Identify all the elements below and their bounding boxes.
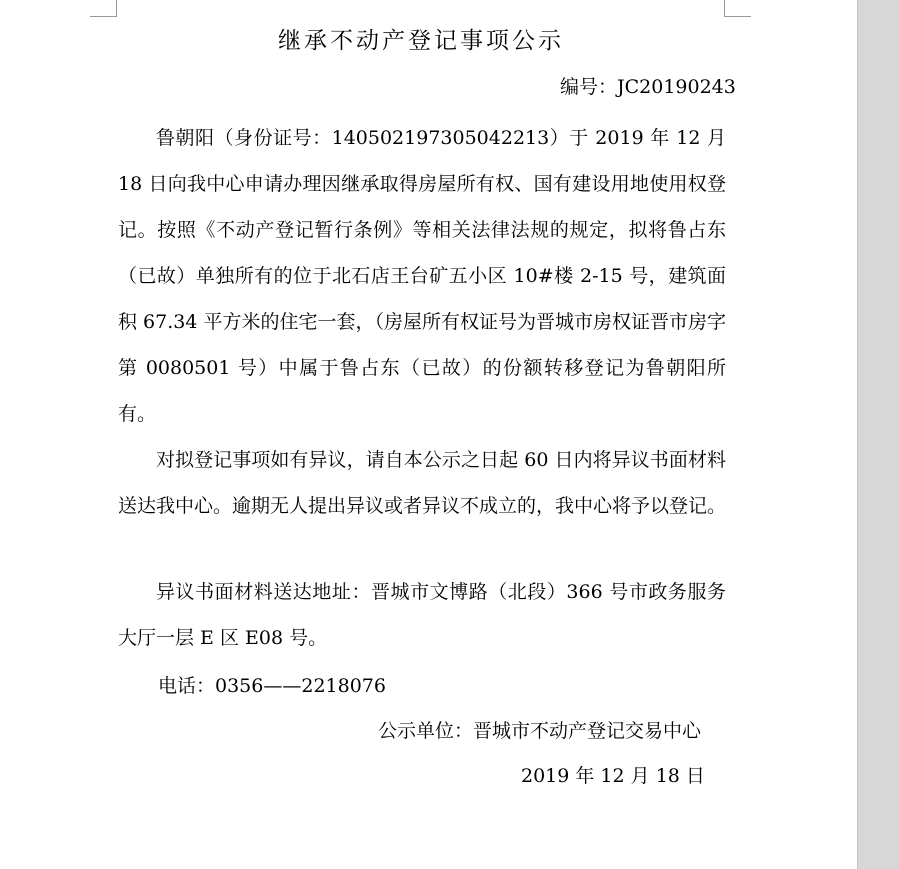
document-number: 编号：JC20190243 [560, 76, 736, 98]
crop-mark-left [90, 0, 117, 17]
date-line: 2019 年 12 月 18 日 [521, 765, 705, 787]
publisher-line: 公示单位：晋城市不动产登记交易中心 [378, 720, 702, 742]
paragraph-application: 鲁朝阳（身份证号：140502197305042213）于 2019 年 12 月 18 日向我中心申请办理因继承取得房屋所有权、国有建设用地使用权登记。按照《不动产登记暂行条例》等相关法律法规的规定，拟将鲁占东（已故）单独所有的位于北石店王台矿五小区 10#楼 2-15 号，建筑面积 67.34 平方米的住宅一套，（房屋所有权证号为晋城市房权证晋市房字第 0080501 号）中属于鲁占东（已故）的份额转移登记为鲁朝阳所有。 [118, 127, 726, 425]
crop-mark-right [724, 0, 751, 17]
paragraph-objection: 对拟登记事项如有异议，请自本公示之日起 60 日内将异议书面材料送达我中心。逾期无人提出异议或者异议不成立的，我中心将予以登记。 [118, 449, 727, 517]
document-title: 继承不动产登记事项公示 [278, 28, 564, 54]
phone-line: 电话：0356——2218076 [158, 675, 386, 697]
paragraph-address: 异议书面材料送达地址：晋城市文博路（北段）366 号市政务服务大厅一层 E 区 E08 号。 [118, 581, 726, 649]
window-gutter [857, 0, 899, 869]
